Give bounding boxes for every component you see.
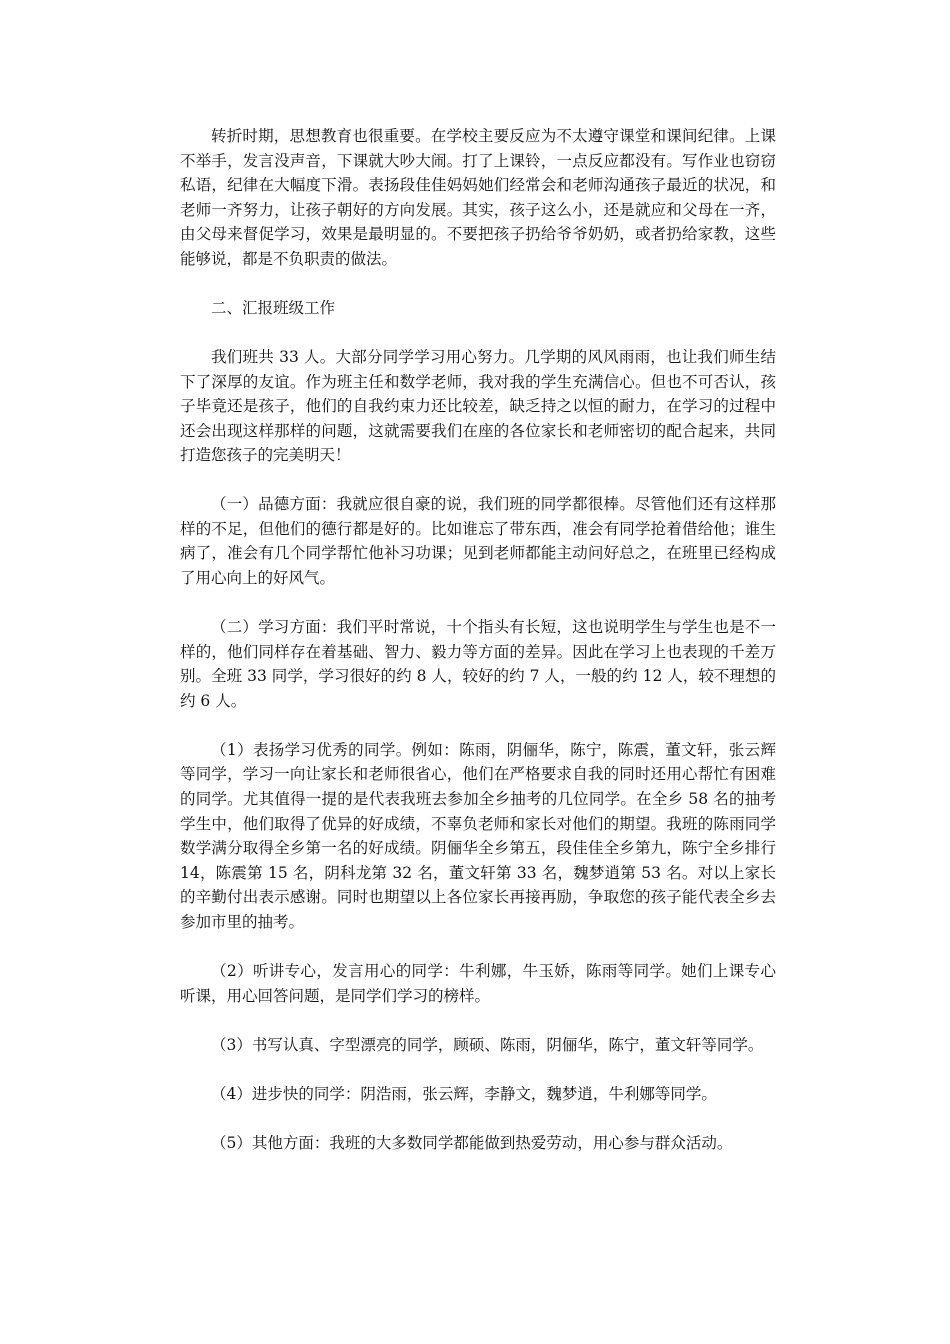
paragraph-study: （二）学习方面：我们平时常说，十个指头有长短，这也说明学生与学生也是不一样的，他们同样存在着基础、智力、毅力等方面的差异。因此在学习上也表现的千差万别。全班 33 同学，学习很好的约 8 人，较好的约 7 人，一般的约 12 人，较不理想的约 6 人。: [180, 618, 776, 710]
paragraph-excellent-students: （1）表扬学习优秀的同学。例如：陈雨，阴俪华，陈宁，陈震，董文轩，张云辉等同学，学习一向让家长和老师很省心，他们在严格要求自我的同时还用心帮忙有困难的同学。尤其值得一提的是代表我班去参加全乡抽考的几位同学。在全乡 58 名的抽考学生中，他们取得了优异的好成绩，不辜负老师和家长对他们的期望。我班的陈雨同学数学满分取得全乡第一名的好成绩。阴俪华全乡第五，段佳佳全乡第九，陈宁全乡排行 14，陈震第 15 名，阴科龙第 32 名，董文轩第 33 名，魏梦逍第 53 名。对以上家长的辛勤付出表示感谢。同时也期望以上各位家长再接再励，争取您的孩子能代表全乡去参加市里的抽考。: [180, 740, 776, 931]
paragraph-morality: （一）品德方面：我就应很自豪的说，我们班的同学都很棒。尽管他们还有这样那样的不足，但他们的德行都是好的。比如谁忘了带东西，准会有同学抢着借给他；谁生病了，准会有几个同学帮忙他补习功课；见到老师都能主动问好总之，在班里已经构成了用心向上的好风气。: [180, 495, 776, 588]
document-body: [180, 124, 776, 1180]
paragraph-handwriting-students: （3）书写认真、字型漂亮的同学，顾硕、陈雨，阴俪华，陈宁，董文轩等同学。: [211, 1035, 764, 1054]
paragraph-progress-students: （4）进步快的同学：阴浩雨，张云辉，李静文，魏梦逍，牛利娜等同学。: [211, 1084, 717, 1103]
paragraph-discipline: 转折时期，思想教育也很重要。在学校主要反应为不太遵守课堂和课间纪律。上课不举手，发言没声音，下课就大吵大闹。打了上课铃，一点反应都没有。写作业也窃窃私语，纪律在大幅度下滑。表扬段佳佳妈妈她们经常会和老师沟通孩子最近的状况，和老师一齐努力，让孩子朝好的方向发展。其实，孩子这么小，还是就应和父母在一齐，由父母来督促学习，效果是最明显的。不要把孩子扔给爷爷奶奶，或者扔给家教，这些能够说，都是不负职责的做法。: [180, 127, 776, 268]
paragraph-attentive-students: （2）听讲专心，发言用心的同学：牛利娜，牛玉娇，陈雨等同学。她们上课专心听课，用心回答问题，是同学们学习的榜样。: [180, 961, 776, 1005]
section-heading-class-work: 二、汇报班级工作: [211, 298, 336, 317]
paragraph-class-overview: 我们班共 33 人。大部分同学学习用心努力。几学期的风风雨雨，也让我们师生结下了深厚的友谊。作为班主任和数学老师，我对我的学生充满信心。但也不可否认，孩子毕竟还是孩子，他们的自我约束力还比较差，缺乏持之以恒的耐力，在学习的过程中还会出现这样那样的问题，这就需要我们在座的各位家长和老师密切的配合起来，共同打造您孩子的完美明天！: [180, 347, 776, 465]
paragraph-other-aspects: （5）其他方面：我班的大多数同学都能做到热爱劳动，用心参与群众活动。: [211, 1133, 733, 1152]
